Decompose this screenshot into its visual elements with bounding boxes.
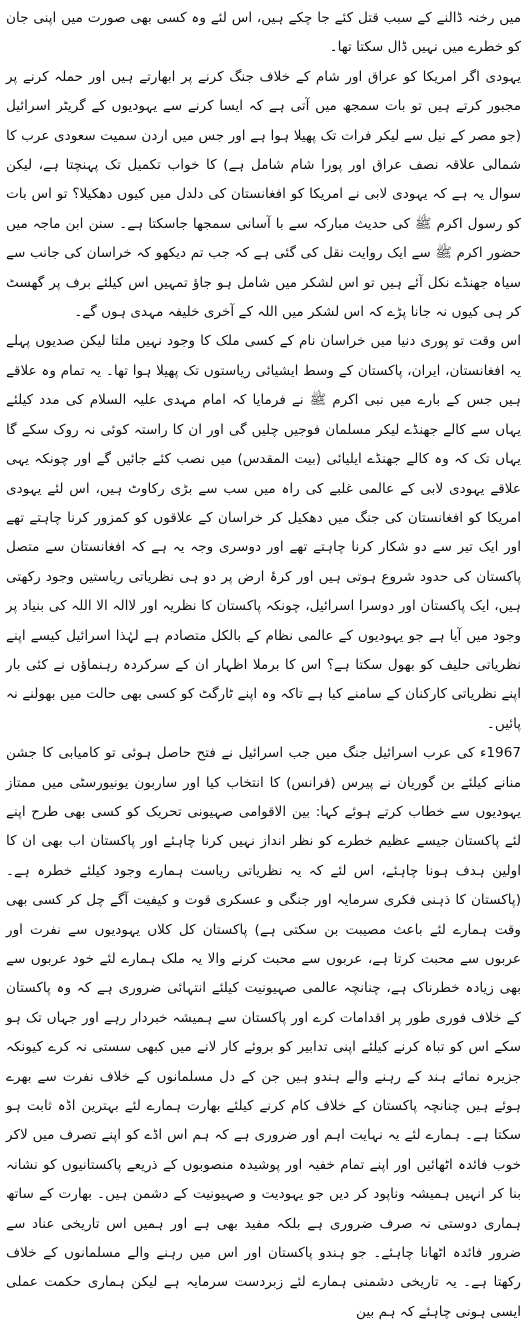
paragraph-israel-afghanistan: یہودی اگر امریکا کو عراق اور شام کے خلاف جنگ کرنے پر ابھارتے ہیں اور حملہ کرنے پر مجبور کرتے ہیں تو بات سمجھ میں آتی ہے کہ ایسا کرنے سے یہودیوں کے گریٹر اسرائیل (جو مصر کے نیل سے لیکر فرات تک پھیلا ہوا ہے اور جس میں اردن سمیت سعودی عرب کا شمالی علاقہ نصف عراق اور پورا شام شامل ہے) کا خواب تکمیل تک پہنچتا ہے، لیکن سوال یہ ہے کہ یہودی لابی نے امریکا کو افغانستان کی دلدل میں کیوں دھکیلا؟ تو اس بات کو رسول اکرم ﷺ کی حدیث مبارکہ سے با آسانی سمجھا جاسکتا ہے۔ سنن ابن ماجہ میں حضور اکرم ﷺ سے ایک روایت نقل کی گئی ہے کہ جب تم دیکھو کہ خراسان کی جانب سے سیاہ جھنڈے نکل آئے ہیں تو اس لشکر میں شامل ہو جاؤ تمہیں اس کیلئے برف پر گھسٹ کر ہی کیوں نہ جانا پڑے کہ اس لشکر میں اللہ کے آخری خلیفہ مہدی ہوں گے۔: [6, 68, 521, 321]
paragraph-continuation: میں رخنہ ڈالنے کے سبب قتل کئے جا چکے ہیں، اس لئے وہ کسی بھی صورت میں اپنی جان کو خطرے میں نہیں ڈال سکتا تھا۔: [6, 10, 521, 56]
paragraph-khorasan: اس وقت تو پوری دنیا میں خراسان نام کے کسی ملک کا وجود نہیں ملتا لیکن صدیوں پہلے یہ افغانستان، ایران، پاکستان کے وسط ایشیائی ریاستوں تک پھیلا ہوا تھا۔ یہ تمام وہ علاقے ہیں جس کے بارے میں نبی اکرم ﷺ نے فرمایا کہ امام مہدی علیہ السلام کی مدد کیلئے یہاں سے کالے جھنڈے لیکر مسلمان فوجیں چلیں گی اور ان کا راستہ کوئی نہ روک سکے گا یہاں تک کہ وہ کالے جھنڈے ایلیائی (بیت المقدس) میں نصب کئے جائیں گے اور چونکہ یہی علاقے یہودی لابی کے عالمی غلبے کی راہ میں سب سے بڑی رکاوٹ ہیں، اس لئے یہودی امریکا کو افغانستان کی جنگ میں دھکیل کر خراسان کے علاقوں کو کمزور کرنا چاہتے تھے اور ایک تیر سے دو شکار کرنا چاہتے تھے اور دوسری وجہ یہ ہے کہ افغانستان سے متصل پاکستان کی حدود شروع ہوتی ہیں اور کرۂ ارض پر دو ہی نظریاتی ریاستیں وجود رکھتی ہیں، ایک پاکستان اور دوسرا اسرائیل، چونکہ پاکستان کا نظریہ اور لاالہ الا اللہ کی بنیاد پر وجود میں آیا ہے جو یہودیوں کے عالمی نظام کے بالکل متصادم ہے لہٰذا اسرائیل کیسے اپنے نظریاتی حلیف کو بھول سکتا ہے؟ اس کا برملا اظہار ان کے سرکردہ رہنماؤں نے کئی بار اپنے نظریاتی کارکنان کے سامنے کیا ہے تاکہ وہ اپنے ٹارگٹ کو کسی بھی حالت میں بھولنے نہ پائیں۔: [6, 333, 521, 732]
paragraph-1967-war: 1967ء کی عرب اسرائیل جنگ میں جب اسرائیل نے فتح حاصل ہوئی تو کامیابی کا جشن منانے کیلئے بن گوریان نے پیرس (فرانس) کا انتخاب کیا اور ساربون یونیورسٹی میں ممتاز یہودیوں سے خطاب کرتے ہوئے کہا: بین الاقوامی صہیونی تحریک کو کسی بھی طرح اپنے لئے پاکستان جیسے عظیم خطرے کو نظر انداز نہیں کرنا چاہئے اور پاکستان اب بھی ان کا اولین ہدف ہونا چاہئے، اس لئے کہ یہ نظریاتی ریاست ہمارے وجود کیلئے خطرہ ہے۔ (پاکستان کا ذہنی فکری سرمایہ اور جنگی و عسکری قوت و کیفیت آگے چل کر کسی بھی وقت ہمارے لئے باعث مصیبت بن سکتی ہے) پاکستان کل کلاں یہودیوں سے نفرت اور عربوں سے محبت کرتا ہے، عربوں سے محبت کرنے والا یہ ملک ہمارے لئے خود عربوں سے بھی زیادہ خطرناک ہے، چنانچہ عالمی صہیونیت کیلئے انتہائی ضروری ہے کہ وہ پاکستان کے خلاف فوری طور پر اقدامات کرے اور پاکستان سے ہمیشہ خبردار رہے اور جہاں تک ہو سکے اس کو تباہ کرنے کیلئے اپنی تدابیر کو بروئے کار لانے میں کبھی سستی نہ کرے کیونکہ جزیرہ نمائے ہند کے رہنے والے ہندو ہیں جن کے دل مسلمانوں کے خلاف نفرت سے بھرے ہوئے ہیں چنانچہ پاکستان کے خلاف کام کرنے کیلئے بھارت ہمارے لئے بہترین اڈہ ثابت ہو سکتا ہے۔ ہمارے لئے یہ نہایت اہم اور ضروری ہے کہ ہم اس اڈے کو اپنے تصرف میں لاکر خوب فائدہ اٹھائیں اور اپنے تمام خفیہ اور پوشیدہ منصوبوں کے ذریعے پاکستانیوں کو نشانہ بنا کر انہیں ہمیشہ وناپود کر دیں جو یہودیت و صہیونیت کے دشمن ہیں۔ بھارت کے ساتھ ہماری دوستی نہ صرف ضروری ہے بلکہ مفید بھی ہے اور ہمیں اس تاریخی عناد سے ضرور فائدہ اٹھانا چاہئے۔ جو ہندو پاکستان اور اس میں رہنے والے مسلمانوں کے خلاف رکھتا ہے۔ یہ تاریخی دشمنی ہمارے لئے زبردست سرمایہ ہے لیکن ہماری حکمت عملی ایسی ہونی چاہئے کہ ہم بین: [6, 745, 521, 1320]
